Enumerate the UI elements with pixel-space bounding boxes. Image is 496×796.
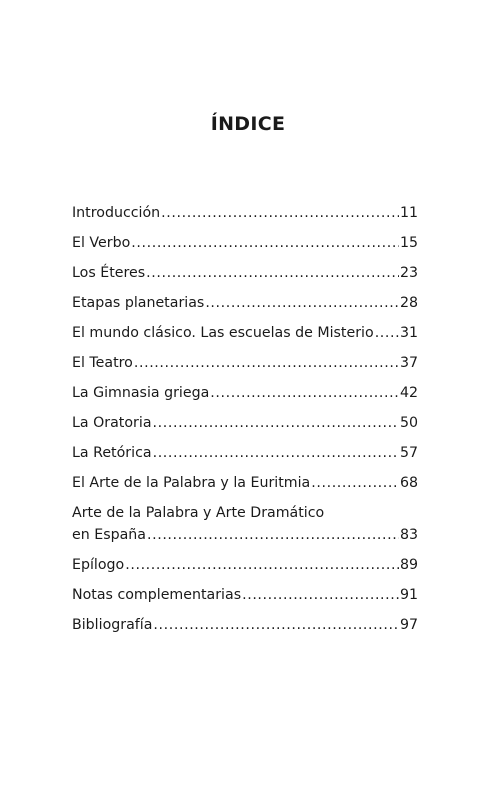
leader-dots — [134, 352, 399, 374]
leader-dots — [153, 442, 399, 464]
leader-dots — [205, 292, 399, 314]
toc-entry-bibliografia[interactable] — [72, 614, 418, 644]
toc-entry-la-oratoria[interactable] — [72, 412, 418, 442]
toc-entry-label: Bibliografía — [72, 617, 153, 633]
toc-entry-label: La Oratoria — [72, 415, 152, 431]
leader-dots — [375, 322, 399, 344]
toc-entry-label: El mundo clásico. Las escuelas de Misterio — [72, 325, 374, 341]
toc-entry-label: Introducción — [72, 205, 161, 221]
leader-dots — [161, 202, 399, 224]
toc-entry-page: 31 — [399, 325, 418, 341]
toc-entry-page: 83 — [399, 527, 418, 543]
toc-entry-page: 28 — [399, 295, 418, 311]
toc-entry-label: en España — [72, 527, 146, 543]
toc-entry-arte-palabra-euritmia[interactable] — [72, 472, 418, 502]
toc-entry-el-verbo[interactable] — [72, 232, 418, 262]
toc-entry-los-eteres[interactable] — [72, 262, 418, 292]
toc-entry-epilogo[interactable] — [72, 554, 418, 584]
leader-dots — [125, 554, 399, 576]
toc-entry-page: 23 — [399, 265, 418, 281]
toc-entry-label: Los Éteres — [72, 265, 146, 281]
toc-entry-gimnasia-griega[interactable] — [72, 382, 418, 412]
toc-entry-label: Epílogo — [72, 557, 125, 573]
page-title: ÍNDICE — [210, 113, 286, 135]
toc-entry-page: 68 — [399, 475, 418, 491]
leader-dots — [146, 262, 399, 284]
toc-entry-label: La Retórica — [72, 445, 152, 461]
toc-entry-label: El Teatro — [72, 355, 133, 371]
toc-entry-label: El Verbo — [72, 235, 131, 251]
toc-entry-label: La Gimnasia griega — [72, 385, 210, 401]
leader-dots — [311, 472, 399, 494]
table-of-contents — [72, 202, 418, 644]
leader-dots — [147, 524, 399, 546]
toc-entry-page: 89 — [399, 557, 418, 573]
toc-entry-page: 50 — [399, 415, 418, 431]
leader-dots — [153, 614, 399, 636]
toc-entry-la-retorica[interactable] — [72, 442, 418, 472]
toc-entry-page: 97 — [399, 617, 418, 633]
toc-entry-page: 37 — [399, 355, 418, 371]
toc-entry-label: Notas complementarias — [72, 587, 242, 603]
toc-entry-page: 11 — [399, 205, 418, 221]
leader-dots — [210, 382, 399, 404]
toc-entry-label-line1: Arte de la Palabra y Arte Dramático — [72, 505, 325, 521]
toc-entry-arte-dramatico-espana[interactable] — [72, 502, 418, 554]
toc-entry-etapas-planetarias[interactable] — [72, 292, 418, 322]
leader-dots — [131, 232, 399, 254]
toc-entry-label: Etapas planetarias — [72, 295, 205, 311]
toc-entry-notas-complementarias[interactable] — [72, 584, 418, 614]
toc-entry-page: 57 — [399, 445, 418, 461]
toc-entry-page: 15 — [399, 235, 418, 251]
toc-entry-mundo-clasico[interactable] — [72, 322, 418, 352]
toc-entry-page: 42 — [399, 385, 418, 401]
leader-dots — [242, 584, 399, 606]
toc-entry-page: 91 — [399, 587, 418, 603]
toc-entry-label: El Arte de la Palabra y la Euritmia — [72, 475, 311, 491]
toc-entry-el-teatro[interactable] — [72, 352, 418, 382]
toc-entry-introduccion[interactable] — [72, 202, 418, 232]
leader-dots — [153, 412, 399, 434]
